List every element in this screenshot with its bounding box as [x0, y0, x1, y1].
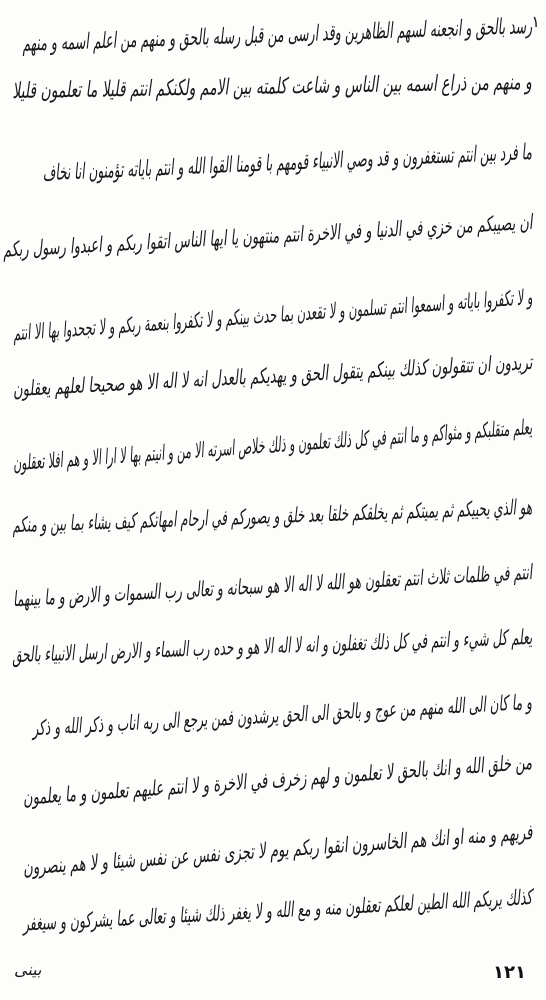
- text-line-3: [42, 140, 533, 186]
- text-line-5: [12, 285, 532, 345]
- text-line-4-content: ان يصيبكم من خزي في الدنيا و في الاخرة انتم منتهون يا ايها الناس اتقوا ربكم و اعبدوا رسول ربكم: [1, 210, 533, 262]
- text-line-7-content: يعلم متقلبكم و مثواكم و ما انتم في كل ذلك تعلمون و ذلك خلاص اسرته الا من و انيتم بها لا ارا الا و هم افلا تعقلون: [12, 415, 533, 476]
- text-line-10: [12, 625, 533, 667]
- text-line-8: [12, 495, 533, 537]
- text-line-6: [12, 350, 533, 401]
- text-line-6-content: تريدون ان تتقولون كذلك بينكم يتقول الحق و يهديكم بالعدل انه لا اله الا هو صحيحا لعلهم يعقلون: [11, 350, 533, 402]
- text-line-7: [12, 415, 532, 475]
- text-line-2: [12, 70, 532, 104]
- text-line-3-content: ما فرد بين انتم تستغفرون و قد وصي الانبياء قومهم با قومنا القوا الله و انتم باياته تؤمنون انا نخاف: [42, 140, 533, 187]
- text-line-1-content: رسد بالحق و انجعنه لسهم الظاهرين وقد ارسى من قبل رسله بالحق و منهم من اعلم اسمه و منهم: [21, 14, 533, 57]
- text-line-10-content: يعلم كل شيء و انتم في كل ذلك تغفلون و انه لا اله الا هو و حده رب السماء و الارض ارسل الانبياء بالحق: [11, 625, 533, 668]
- text-line-9-content: انتم في ظلمات ثلاث انتم تعقلون هو الله لا اله الا هو سبحانه و تعالى رب السموات و الارض و ما بينهما: [12, 560, 533, 612]
- text-line-14: [22, 885, 533, 936]
- text-line-13-content: فريهم و منه او انك هم الخاسرون انقوا ربكم يوم لا تجزى نفس عن نفس شيئا و لا هم ينصرون: [21, 820, 533, 880]
- text-line-5-content: و لا تكفروا باياته و اسمعوا انتم تسلمون و لا تقعدن بما حدث بينكم و لا تكفروا بنعمة ربكم و لا تجحدوا بها الا انتم: [11, 285, 533, 346]
- text-line-13: [22, 820, 532, 880]
- edge-mark: ١: [531, 12, 540, 31]
- text-line-11: [32, 690, 533, 740]
- text-line-1: [22, 14, 533, 57]
- text-line-14-content: كذلك يريكم الله الطين لعلكم تعقلون منه و مع الله و لا يغفر ذلك شيئا و تعالى عما يشركون و سيغفر: [22, 885, 533, 936]
- text-line-8-content: هو الذي يحييكم ثم يميتكم ثم يخلقكم خلقا بعد خلق و يصوركم في ارحام امهاتكم كيف يشاء بما بين و منكم: [11, 495, 533, 538]
- text-line-9: [12, 560, 533, 611]
- text-line-11-content: و ما كان الى الله منهم من عوج و بالحق الى الحق يرشدون فمن يرجع الى ربه اناب و ذكر الله و ذكر: [31, 690, 533, 741]
- text-line-12-content: من خلق الله و انك بالحق لا تعلمون و لهم زخرف في الاخرة و لا انتم عليهم تعلمون و ما يعلمون: [22, 750, 533, 810]
- signature: بینی: [14, 960, 42, 979]
- text-line-4: [2, 210, 533, 262]
- text-line-2-content: و منهم من ذراع اسمه بين الناس و شاعت كلمته بين الامم ولكنكم انتم قليلا ما تعلمون قليلا: [12, 70, 533, 105]
- text-line-12: [22, 750, 532, 810]
- page-number: ١٢١: [493, 962, 526, 983]
